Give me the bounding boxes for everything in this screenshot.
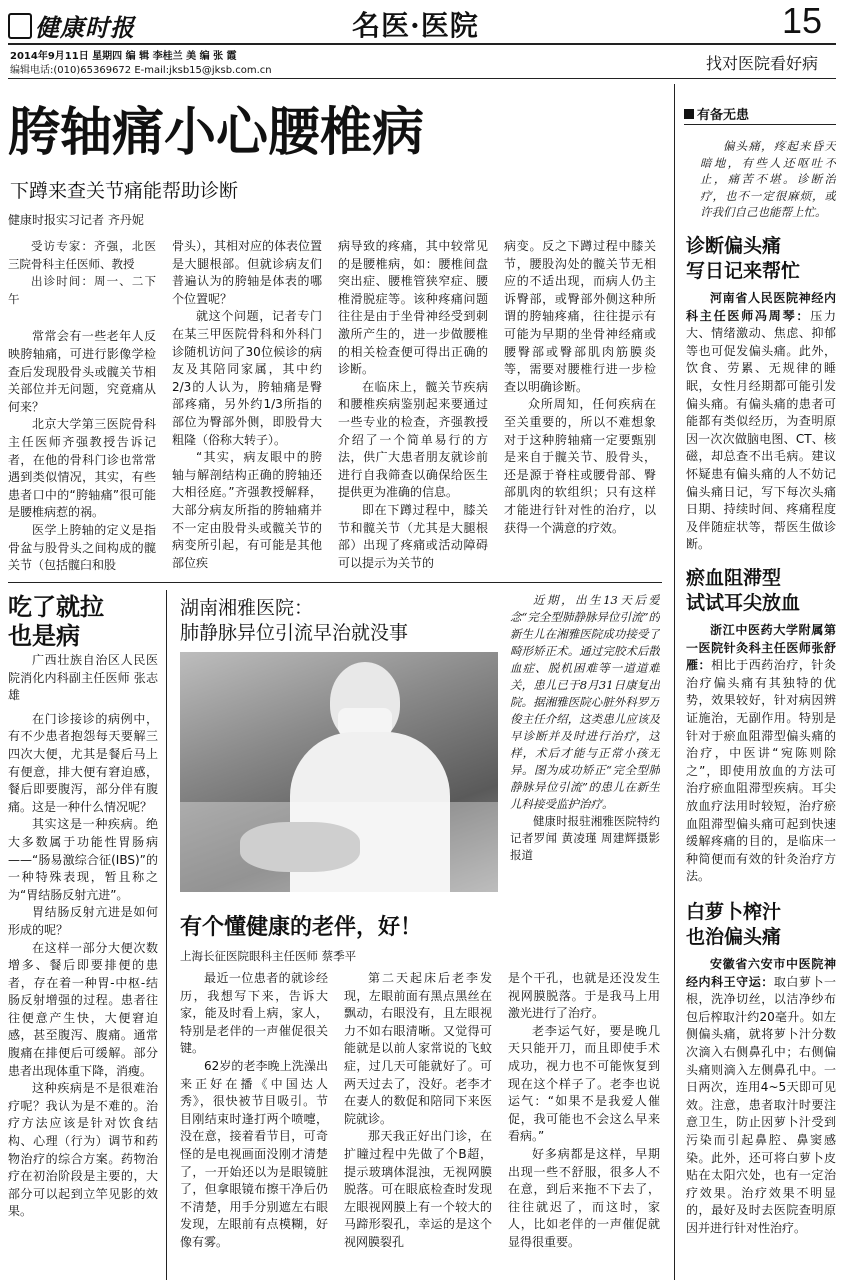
contact-line: 编辑电话:(010)65369672 E-mail:jksb15@jksb.com.cn bbox=[10, 65, 272, 76]
diarrhea-divider bbox=[166, 590, 167, 1280]
companion-column-2 bbox=[344, 970, 492, 1270]
lead-paragraph: 病导致的疼痛，其中较常见的是腰椎病，如：腰椎间盘突出症、腰椎管狭窄症、腰椎滑脱症等。该种疼痛问题往往是由于坐骨神经受到刺激所产生的，进一步做腰椎的相关检查便可得出正确的诊断。 bbox=[338, 239, 488, 377]
lead-byline: 健康时报实习记者 齐丹妮 bbox=[8, 213, 144, 227]
section-title: 名医·医院 bbox=[352, 9, 479, 42]
lead-paragraph: 即在下蹲过程中，膝关节和髋关节（尤其是大腿根部）出现了疼痛或活动障碍可以提示为关节的 bbox=[338, 502, 488, 570]
companion-paragraph: 62岁的老李晚上洗澡出来正好在播《中国达人秀》，很快被节目吸引。节目刚结束时逢打两个喷嚏，没在意，接着看节目，可奇怪的是电视画面没刚才清楚了，一开始还以为是眼镜脏了，但拿眼镜布擦干净后仍不清楚，用手分别遮左右眼发现，左眼前有点模糊，好像有雾。 bbox=[180, 1058, 328, 1249]
newspaper-logo: 健康时报 bbox=[8, 8, 135, 43]
lead-column-4 bbox=[504, 238, 656, 578]
masthead-rule-bottom bbox=[8, 78, 836, 79]
companion-paragraph: 老李运气好，要是晚几天只能开刀，而且即使手术成功，视力也不可能恢复到现在这个样子了。老李也说运气：“如果不是我爱人催促，我可能也不会这么早来看病。” bbox=[508, 1023, 660, 1144]
sidebar-s2-expert: 浙江中医药大学附属第一医院针灸科主任医师张舒雁： bbox=[686, 623, 836, 673]
sidebar-divider bbox=[674, 84, 675, 1280]
lead-paragraph: 北京大学第三医院骨科主任医师齐强教授告诉记者，在他的骨科门诊也常常遇到类似情况，其实，有些患者口中的“胯轴痛”很可能是腰椎病惹的祸。 bbox=[8, 417, 156, 520]
xiangya-caption: 近期，出生13天后爱念“完全型肺静脉异位引流”的新生儿在湘雅医院成功接受了畸形矫正术。通过完胶术后散血症、脱机困难等一道道难关，患儿已于8月31日康复出院。据湘雅医院心脏外科罗万俊主任介绍，这类患儿应该及早诊断并及时进行治疗，这样，术后才能与正常小孩无异。图为成功矫正“完全型肺静脉异位引流”的患儿在新生儿科接受监护治疗。 健康时报驻湘雅医院特约记者罗闻 黄凌瑾 周建辉摄影报道 bbox=[510, 593, 660, 862]
slogan: 找对医院看好病 bbox=[706, 54, 819, 73]
companion-paragraph: 是个干孔，也就是还没发生视网膜脱落。于是我马上用激光进行了治疗。 bbox=[508, 971, 660, 1021]
lead-paragraph: 常常会有一些老年人反映胯轴痛，可进行影像学检查后发现股骨头或髋关节相关部位并无问题，究竟痛从何来？ bbox=[8, 329, 156, 414]
lead-bottom-rule bbox=[8, 582, 662, 583]
companion-headline: 有个懂健康的老伴，好！ bbox=[180, 914, 423, 940]
companion-column-3 bbox=[508, 970, 660, 1270]
xiangya-photo-credit: 健康时报驻湘雅医院特约记者罗闻 黄凌瑾 周建辉摄影报道 bbox=[510, 814, 660, 862]
lead-subheadline: 下蹲来查关节痛能帮助诊断 bbox=[10, 180, 239, 202]
sidebar-s2-body: 浙江中医药大学附属第一医院针灸科主任医师张舒雁：相比于西药治疗，针灸治疗偏头痛有其独特的优势，效果较好，针对病因辨证施治，无副作用。特别是针对于瘀血阻滞型偏头痛的治疗，中医讲“宛陈则除之”，即使用放血的方法可治疗瘀血阻滞型疾病。耳尖放血疗法用时较短，治疗瘀血阻滞型偏头痛可起到快速缓解疼痛的目的，是临床一种简便而有效的针灸治疗方法。 bbox=[686, 623, 836, 884]
logo-mark-icon bbox=[8, 13, 32, 39]
lead-headline: 胯轴痛小心腰椎病 bbox=[8, 102, 425, 163]
sidebar-s2-title: 瘀血阻滞型 试试耳尖放血 bbox=[686, 567, 801, 614]
page-number: 15 bbox=[782, 0, 823, 41]
date-line: 2014年9月11日 星期四 编 辑 李桂兰 美 编 张 霞 bbox=[10, 51, 237, 62]
lead-paragraph: 病变。反之下蹲过程中膝关节，腰股沟处的髋关节无相应的不适出现，而病人仍主诉臀部，或臀部外侧这种所谓的胯轴疼痛，往往提示有可能为早期的坐骨神经痛或腰臀部或臀部肌肉筋膜炎等，需要对腰椎行进一步检查以明确诊断。 bbox=[504, 239, 656, 394]
diarrhea-paragraph: 其实这是一种疾病。绝大多数属于功能性胃肠病——“肠易激综合征(IBS)”的一种特殊表现，暂且称之为“胃结肠反射亢进”。 bbox=[8, 817, 158, 902]
sidebar-intro: 偏头痛，疼起来昏天暗地，有些人还呕吐不止，痛苦不堪。诊断治疗，也不一定很麻烦，或许我们自己也能帮上忙。 bbox=[700, 139, 836, 219]
sidebar-s1-body: 河南省人民医院神经内科主任医师冯周琴：压力大、情绪激动、焦虑、抑郁等也可促发偏头痛。此外，饮食、劳累、无规律的睡眠，女性月经期都可能引发偏头痛。有偏头痛的患者可能都有类似经历，为查明原因一次次做脑电图、CT、核磁，却总查不出毛病。建议怀疑患有偏头痛的人不妨记偏头痛日记，写下每次头痛日期、持续时间、疼痛程度及伴随症状等，帮医生做诊断。 bbox=[686, 291, 836, 552]
companion-paragraph: 第二天起床后老李发现，左眼前面有黑点黑丝在飘动，右眼没有，且左眼视力不如右眼清晰。又觉得可能就是以前人家常说的飞蚊症，过几天可能就好了。可两天过去了，没好。老李才在妻人的数促和陪同下来医院就诊。 bbox=[344, 971, 492, 1126]
sidebar-s3-title: 白萝卜榨汁 也治偏头痛 bbox=[686, 901, 782, 948]
lead-column-1 bbox=[8, 238, 156, 578]
lead-paragraph: 众所周知，任何疾病在至关重要的，所以不难想象对于这种胯轴痛一定要甄别是来自于髋关节、股骨头，还是源于脊柱或腰骨部、臀部肌肉的软组织；只有这样才能进行针对性的治疗，以获得一个满意的疗效。 bbox=[504, 397, 656, 535]
diarrhea-expert: 广西壮族自治区人民医院消化内科副主任医师 张志雄 bbox=[8, 653, 158, 703]
sidebar-s1-title: 诊断偏头痛 写日记来帮忙 bbox=[686, 235, 801, 282]
sidebar-s3-expert: 安徽省六安市中医院神经内科王守运： bbox=[686, 957, 836, 989]
xiangya-headline: 湖南湘雅医院： 肺静脉异位引流早治就没事 bbox=[180, 597, 409, 644]
nurse-newborn-photo bbox=[180, 652, 498, 892]
lead-paragraph: 就这个问题，记者专门在某三甲医院骨科和外科门诊随机访问了30位候诊的病友及其陪同家属，其中约2/3的人认为，胯轴痛是臀部疼痛，另外约1/3所指的部位为臀部外侧，即股骨大粗隆（俗称大转子）。 bbox=[172, 309, 322, 447]
sidebar-s1-expert: 河南省人民医院神经内科主任医师冯周琴： bbox=[686, 291, 836, 323]
sidebar-s3-body: 安徽省六安市中医院神经内科王守运：取白萝卜一根，洗净切丝，以洁净纱布包后榨取汁约20毫升。如左侧偏头痛，就将萝卜汁分数次滴入右侧鼻孔中；右侧偏头痛则滴入左侧鼻孔中。一日两次，连用4~5天即可见效。注意，患者取汁时要注意卫生，防止因萝卜汁受到污染而引起鼻腔、鼻窦感染。此外，还可将白萝卜皮贴在太阳穴处，也有一定治疗效果。治疗效果不明显的，最好及时去医院查明原因并进行针对性治疗。 bbox=[686, 957, 836, 1235]
companion-expert: 上海长征医院眼科主任医师 蔡季平 bbox=[180, 949, 357, 963]
lead-column-2 bbox=[172, 238, 322, 578]
companion-paragraph: 好多病都是这样，早期出现一些不舒服，很多人不在意，到后来拖不下去了，往往就迟了，而这时，家人，比如老伴的一声催促就显得很重要。 bbox=[508, 1146, 660, 1249]
diarrhea-headline: 吃了就拉 也是病 bbox=[8, 592, 104, 650]
lead-paragraph: “其实，病友眼中的胯轴与解剖结构正确的胯轴还大相径庭。”齐强教授解释，大部分病友所指的胯轴痛并不一定由股骨头或髋关节的病变所引起，有可能是其他部位疾 bbox=[172, 450, 322, 570]
lead-expert: 受访专家：齐强，北医三院骨科主任医师、教授 bbox=[8, 239, 156, 271]
companion-column-1 bbox=[180, 970, 328, 1270]
diarrhea-paragraph: 胃结肠反射亢进是如何形成的呢？ bbox=[8, 905, 158, 937]
sidebar-section-label: 有备无患 bbox=[684, 104, 749, 123]
diarrhea-body bbox=[8, 652, 158, 1272]
lead-paragraph: 在临床上，髋关节疾病和腰椎疾病鉴别起来要通过一些专业的检查，齐强教授介绍了一个简单易行的方法，供广大患者朋友就诊前进行自我筛查以确保给医生提供更为准确的信息。 bbox=[338, 379, 488, 500]
lead-paragraph: 骨头），其相对应的体表位置是大腿根部。但就诊病友们普遍认为的胯轴是体表的哪个位置呢？ bbox=[172, 239, 322, 306]
lead-clinic-time: 出诊时间：周一、二下午 bbox=[8, 274, 156, 306]
companion-paragraph: 最近一位患者的就诊经历，我想写下来，告诉大家，能及时看上病，家人，特别是老伴的一声催促很关键。 bbox=[180, 971, 328, 1056]
companion-paragraph: 那天我正好出门诊，在扩瞳过程中先做了个B超，提示玻璃体混浊，无视网膜脱落。可在眼底检查时发现左眼视网膜上有一个较大的马蹄形裂孔，幸运的是这个视网膜裂孔 bbox=[344, 1129, 492, 1249]
diarrhea-paragraph: 这种疾病是不是很难治疗呢？我认为是不难的。治疗方法应该是针对饮食结构、心理（行为）调节和药物治疗的综合方案。药物治疗在初治阶段是主要的，大部分可以起到立竿见影的效果。 bbox=[8, 1081, 158, 1219]
diarrhea-paragraph: 在门诊接诊的病例中，有不少患者抱怨每天要解三四次大便，尤其是餐后马上有便意，排大便有窘迫感，餐后即要腹泻，部分伴有腹痛。这是一种什么情况呢？ bbox=[8, 711, 158, 814]
square-bullet-icon bbox=[684, 109, 694, 119]
masthead-rule bbox=[8, 43, 836, 45]
lead-column-3 bbox=[338, 238, 488, 578]
sidebar-label-rule bbox=[684, 124, 836, 125]
lead-paragraph: 医学上胯轴的定义是指骨盆与股骨头之间构成的髋关节（包括髋臼和股 bbox=[8, 522, 156, 573]
diarrhea-paragraph: 在这样一部分大便次数增多、餐后即要排便的患者，存在着一种胃-中枢-结肠反射增强的过程。患者往往便意产生快，大便窘迫感，甚至腹泻、腹痛。通常腹痛在排便后可缓解。部分患者出现体重下降，消瘦。 bbox=[8, 940, 158, 1078]
